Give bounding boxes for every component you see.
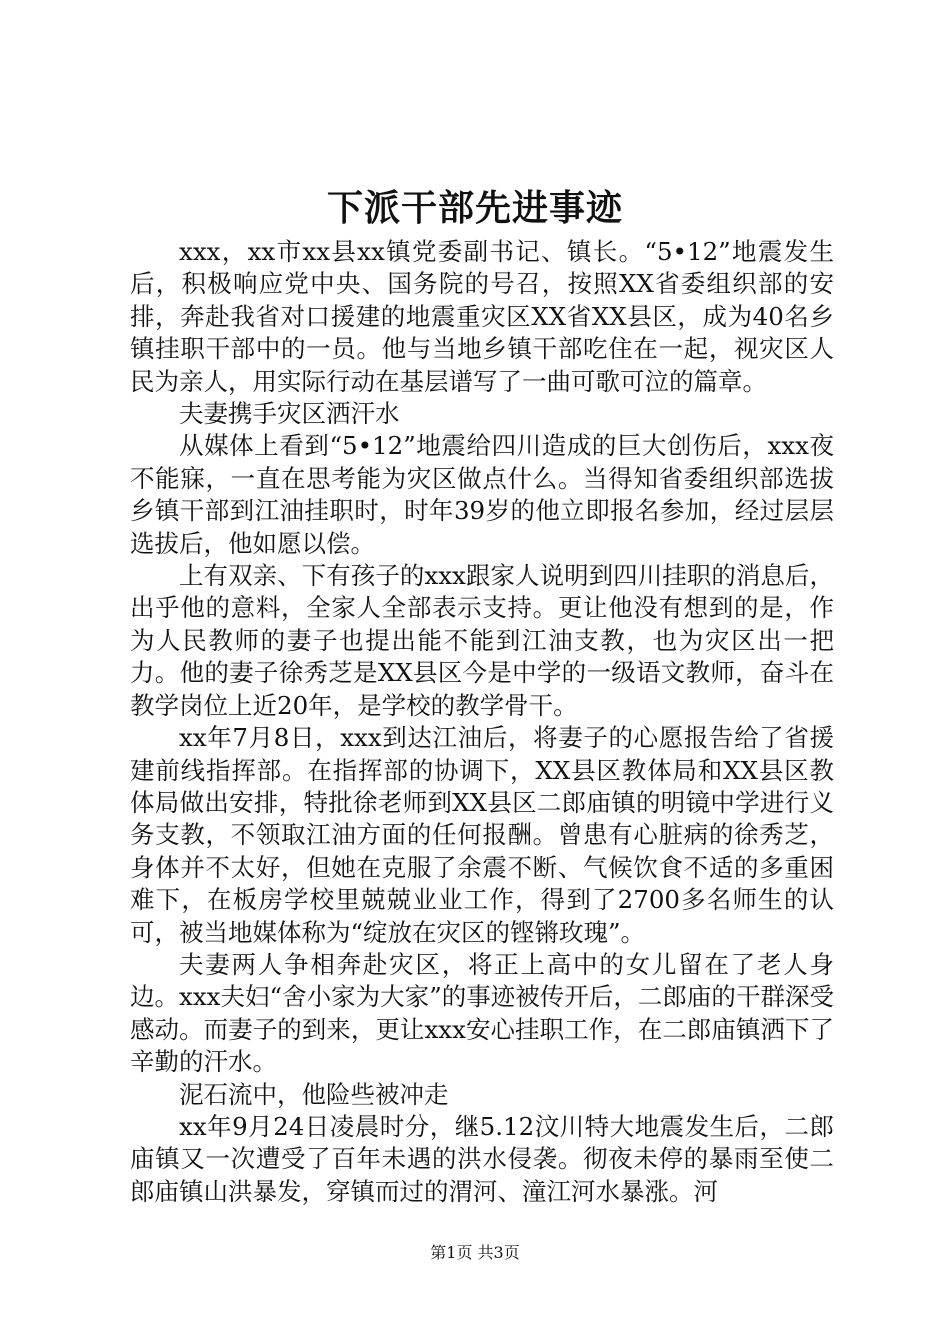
paragraph-family: 上有双亲、下有孩子的xxx跟家人说明到四川挂职的消息后，出乎他的意料，全家人全部表示支持。更让他没有想到的是，作为人民教师的妻子也提出能不能到江油支教，也为灾区出一把力。他的妻子徐秀芝是XX县区今是中学的一级语文教师，奋斗在教学岗位上近20年，是学校的教学骨干。 — [130, 561, 834, 720]
paragraph-couple: 夫妻两人争相奔赴灾区，将正上高中的女儿留在了老人身边。xxx夫妇“舍小家为大家”的事迹被传开后，二郎庙的干群深受感动。而妻子的到来，更让xxx安心挂职工作，在二郎庙镇洒下了辛勤的汗水。 — [130, 949, 834, 1077]
document-title: 下派干部先进事迹 — [326, 187, 623, 229]
paragraph-intro: xxx，xx市xx县xx镇党委副书记、镇长。“5•12”地震发生后，积极响应党中央、国务院的号召，按照XX省委组织部的安排，奔赴我省对口援建的地震重灾区XX省XX县区，成为40名乡镇挂职干部中的一员。他与当地乡镇干部吃住在一起，视灾区人民为亲人，用实际行动在基层谱写了一曲可歌可泣的篇章。 — [130, 237, 834, 396]
document-body — [130, 236, 834, 1208]
section-heading-mudslide: 泥石流中，他险些被冲走 — [179, 1079, 449, 1109]
page-footer: 第1页 共3页 — [430, 1243, 520, 1262]
paragraph-media: 从媒体上看到“5•12”地震给四川造成的巨大创伤后，xxx夜不能寐，一直在思考能为灾区做点什么。当得知省委组织部选拔乡镇干部到江油挂职时，时年39岁的他立即报名参加，经过层层选拔后，他如愿以偿。 — [130, 431, 834, 558]
paragraph-arrival: xx年7月8日，xxx到达江油后，将妻子的心愿报告给了省援建前线指挥部。在指挥部的协调下，XX县区教体局和XX县区教体局做出安排，特批徐老师到XX县区二郎庙镇的明镜中学进行义务支教，不领取江油方面的任何报酬。曾患有心脏病的徐秀芝，身体并不太好，但她在克服了余震不断、气候饮食不适的多重困难下，在板房学校里兢兢业业工作，得到了2700多名师生的认可，被当地媒体称为“绽放在灾区的铿锵玫瑰”。 — [130, 723, 834, 947]
section-heading-couple: 夫妻携手灾区洒汗水 — [179, 399, 400, 429]
paragraph-flood: xx年9月24日凌晨时分，继5.12汶川特大地震发生后，二郎庙镇又一次遭受了百年未遇的洪水侵袭。彻夜未停的暴雨至使二郎庙镇山洪暴发，穿镇而过的渭河、潼江河水暴涨。河 — [130, 1111, 834, 1206]
